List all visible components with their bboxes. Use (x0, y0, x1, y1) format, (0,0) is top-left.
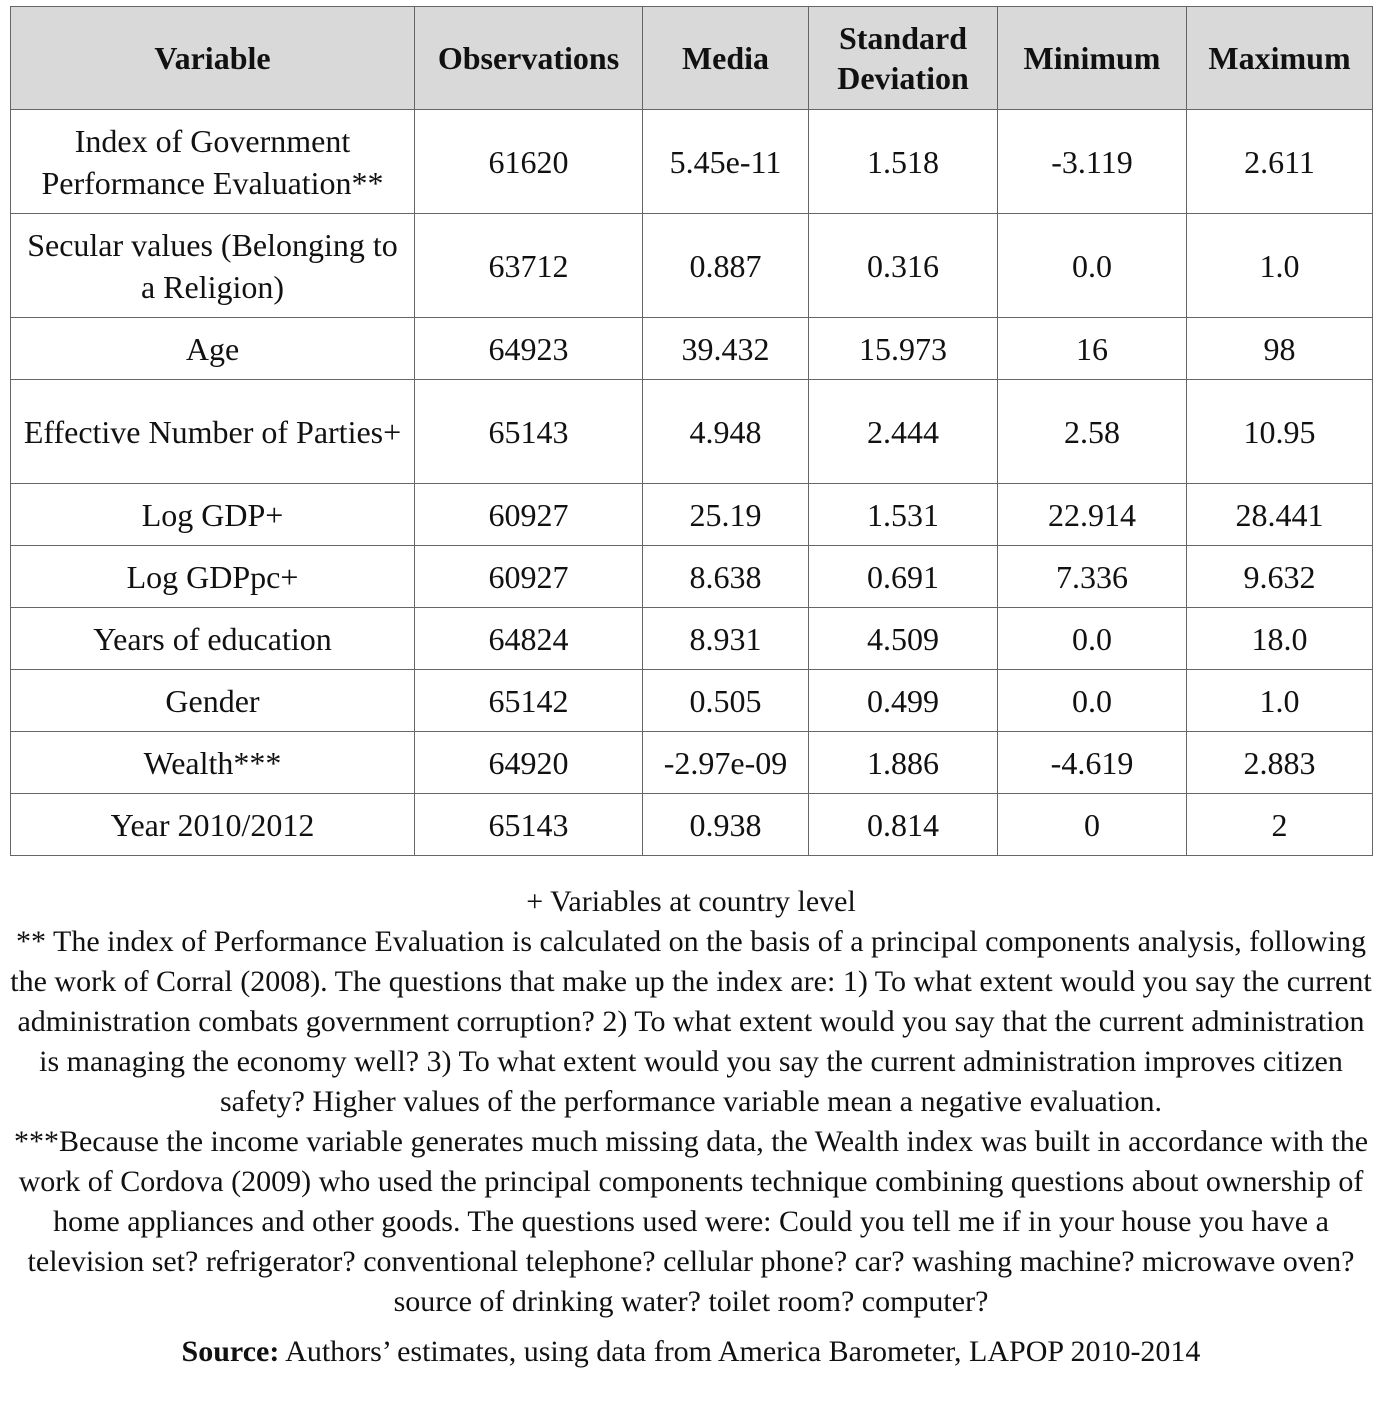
variable-cell: Index of Government Performance Evaluation** (11, 110, 415, 214)
column-header: Minimum (998, 7, 1187, 110)
note-wealth-index: ***Because the income variable generates much missing data, the Wealth index was built in accordance with the work of Cordova (2009) who used the principal components technique combining questions about ownership of home appliances and other goods. The questions used were: Could you tell me if in your house you have a television set? refrigerator? conventional telephone? cellular phone? car? washing machine? microwave oven? source of drinking water? toilet room? computer? (13, 1125, 1369, 1318)
value-cell: 0.505 (643, 670, 809, 732)
value-cell: 2 (1187, 794, 1373, 856)
variable-cell: Years of education (11, 608, 415, 670)
table-row (11, 670, 1373, 732)
value-cell: 0.0 (998, 670, 1187, 732)
value-cell: 9.632 (1187, 546, 1373, 608)
table-row (11, 110, 1373, 214)
value-cell: 60927 (415, 546, 643, 608)
value-cell: 25.19 (643, 484, 809, 546)
value-cell: 64824 (415, 608, 643, 670)
value-cell: 7.336 (998, 546, 1187, 608)
variable-cell: Gender (11, 670, 415, 732)
table-row (11, 380, 1373, 484)
value-cell: 2.58 (998, 380, 1187, 484)
descriptive-statistics-table (10, 6, 1373, 856)
value-cell: 65143 (415, 794, 643, 856)
value-cell: 61620 (415, 110, 643, 214)
value-cell: -3.119 (998, 110, 1187, 214)
table-row (11, 732, 1373, 794)
value-cell: 16 (998, 318, 1187, 380)
variable-cell: Age (11, 318, 415, 380)
variable-cell: Wealth*** (11, 732, 415, 794)
column-header: Observations (415, 7, 643, 110)
value-cell: 4.509 (809, 608, 998, 670)
value-cell: 8.931 (643, 608, 809, 670)
value-cell: -2.97e-09 (643, 732, 809, 794)
value-cell: 0.887 (643, 214, 809, 318)
source-line (6, 1332, 1376, 1372)
value-cell: 60927 (415, 484, 643, 546)
note-performance-index: ** The index of Performance Evaluation is calculated on the basis of a principal components analysis, following the work of Corral (2008). The questions that make up the index are: 1) To what extent would you say the current administration combats government corruption? 2) To what extent would you say that the current administration is managing the economy well? 3) To what extent would you say the current administration improves citizen safety? Higher values of the performance variable mean a negative evaluation. (10, 925, 1372, 1118)
column-header: Standard Deviation (809, 7, 998, 110)
table-row (11, 214, 1373, 318)
table-notes (6, 882, 1376, 1372)
value-cell: 1.0 (1187, 670, 1373, 732)
variable-cell: Secular values (Belonging to a Religion) (11, 214, 415, 318)
table-row (11, 794, 1373, 856)
value-cell: 18.0 (1187, 608, 1373, 670)
value-cell: 5.45e-11 (643, 110, 809, 214)
note-country-level: + Variables at country level (526, 885, 856, 918)
value-cell: 15.973 (809, 318, 998, 380)
value-cell: 28.441 (1187, 484, 1373, 546)
value-cell: 0.814 (809, 794, 998, 856)
value-cell: 0.0 (998, 214, 1187, 318)
source-label: Source: (181, 1335, 280, 1368)
value-cell: 65143 (415, 380, 643, 484)
value-cell: 4.948 (643, 380, 809, 484)
header-row (11, 7, 1373, 110)
value-cell: 39.432 (643, 318, 809, 380)
value-cell: 2.611 (1187, 110, 1373, 214)
value-cell: 1.531 (809, 484, 998, 546)
table-row (11, 608, 1373, 670)
table-row (11, 546, 1373, 608)
value-cell: 1.886 (809, 732, 998, 794)
value-cell: 0.938 (643, 794, 809, 856)
value-cell: 0.316 (809, 214, 998, 318)
table-row (11, 484, 1373, 546)
source-text: Authors’ estimates, using data from America Barometer, LAPOP 2010-2014 (279, 1335, 1201, 1368)
value-cell: 2.444 (809, 380, 998, 484)
value-cell: 63712 (415, 214, 643, 318)
table-row (11, 318, 1373, 380)
value-cell: 0.0 (998, 608, 1187, 670)
variable-cell: Year 2010/2012 (11, 794, 415, 856)
value-cell: 65142 (415, 670, 643, 732)
value-cell: 22.914 (998, 484, 1187, 546)
column-header: Media (643, 7, 809, 110)
table-header (11, 7, 1373, 110)
value-cell: 0.499 (809, 670, 998, 732)
column-header: Variable (11, 7, 415, 110)
column-header: Maximum (1187, 7, 1373, 110)
value-cell: 2.883 (1187, 732, 1373, 794)
value-cell: 0 (998, 794, 1187, 856)
variable-cell: Effective Number of Parties+ (11, 380, 415, 484)
value-cell: 1.518 (809, 110, 998, 214)
variable-cell: Log GDP+ (11, 484, 415, 546)
value-cell: 8.638 (643, 546, 809, 608)
value-cell: 1.0 (1187, 214, 1373, 318)
value-cell: -4.619 (998, 732, 1187, 794)
variable-cell: Log GDPpc+ (11, 546, 415, 608)
value-cell: 98 (1187, 318, 1373, 380)
value-cell: 0.691 (809, 546, 998, 608)
value-cell: 64920 (415, 732, 643, 794)
value-cell: 10.95 (1187, 380, 1373, 484)
value-cell: 64923 (415, 318, 643, 380)
table-body (11, 110, 1373, 856)
